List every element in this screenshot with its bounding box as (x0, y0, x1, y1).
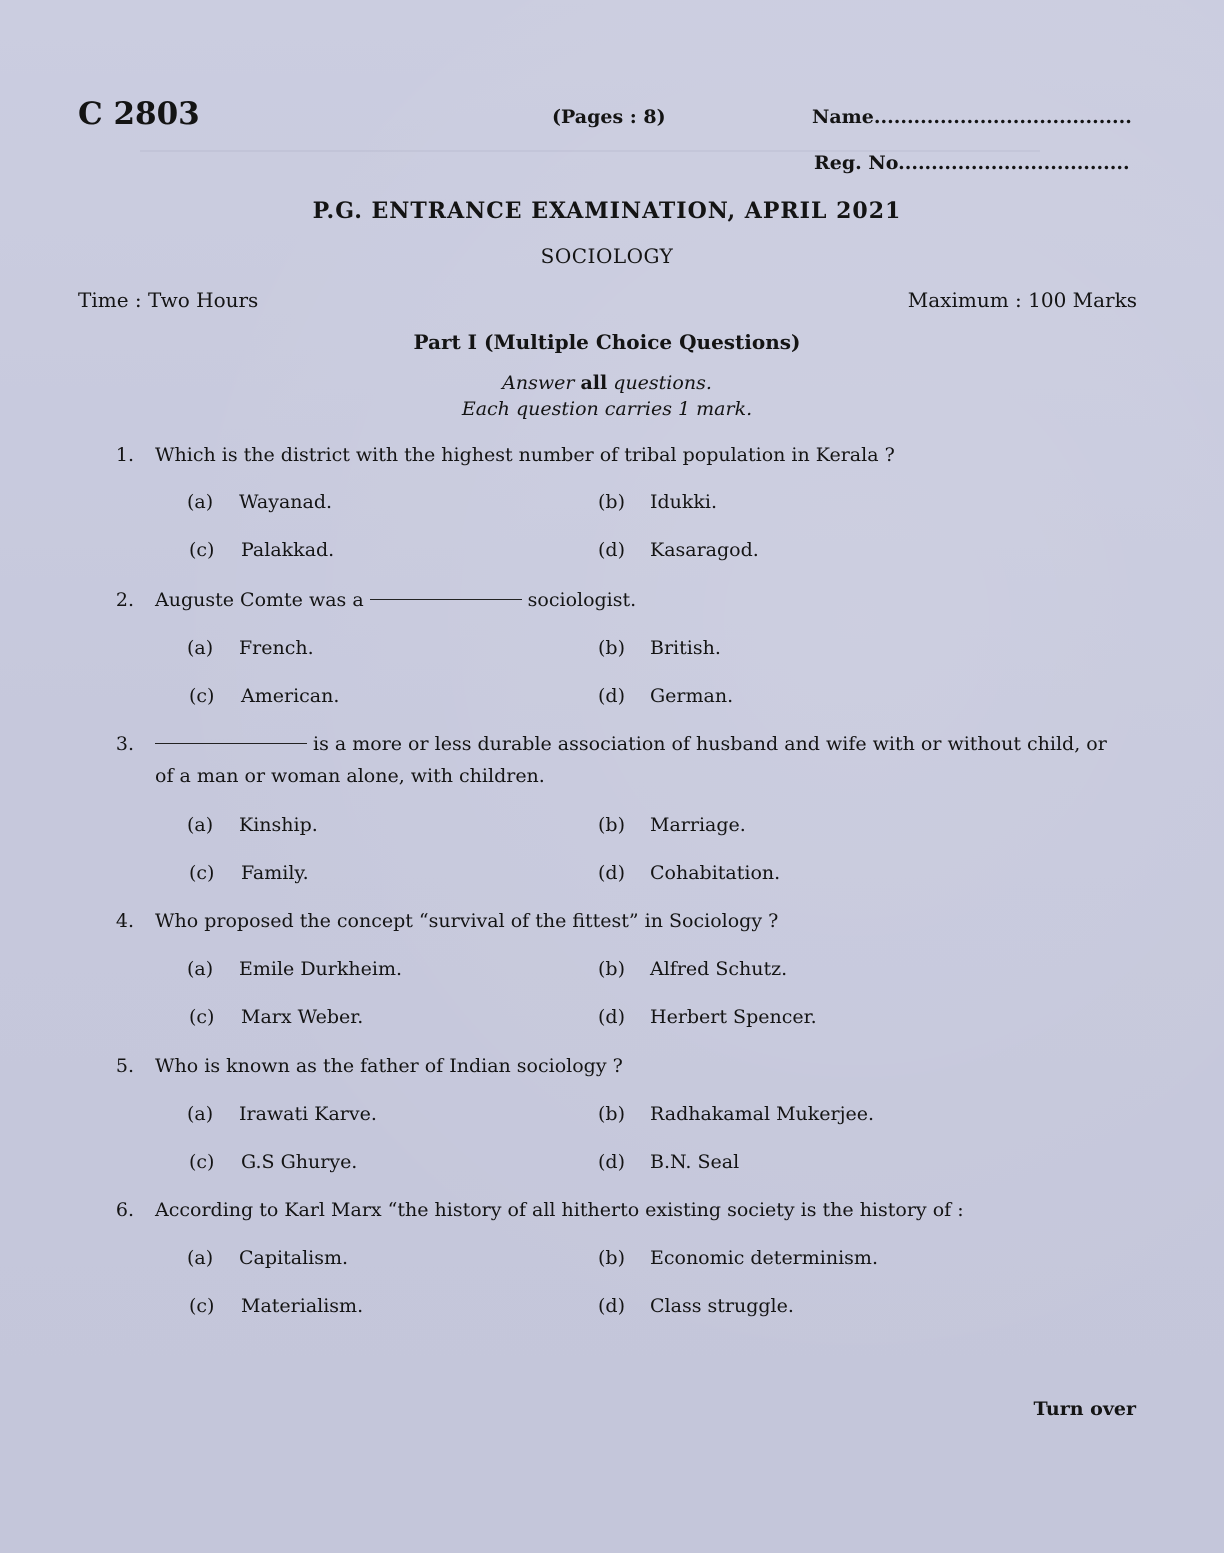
question-text: Who proposed the concept “survival of the fittest” in Sociology ? (155, 910, 779, 932)
option-d: (d) Cohabitation. (598, 862, 781, 884)
option-a: (a) Capitalism. (187, 1247, 349, 1269)
option-b: (b) Economic determinism. (598, 1247, 878, 1269)
question-text: According to Karl Marx “the history of all hitherto existing society is the history of : (155, 1199, 964, 1221)
option-b: (b) Radhakamal Mukerjee. (598, 1103, 875, 1125)
option-a: (a) Emile Durkheim. (187, 958, 403, 980)
question-number: 6. (115, 1199, 134, 1221)
option-b: (b) British. (598, 637, 721, 659)
option-a: (a) Irawati Karve. (187, 1103, 377, 1125)
option-a: (a) French. (187, 637, 314, 659)
option-a: (a) Wayanad. (187, 491, 333, 513)
option-d: (d) German. (598, 685, 734, 707)
option-b: (b) Idukki. (598, 491, 718, 513)
question-number: 5. (115, 1055, 134, 1077)
question-text: Who is known as the father of Indian sociology ? (155, 1055, 623, 1077)
candidate-name-field: Name....................................... (812, 106, 1132, 128)
option-c: (c) Marx Weber. (189, 1006, 364, 1028)
option-c: (c) Materialism. (189, 1295, 364, 1317)
option-c: (c) Family. (189, 862, 309, 884)
page-count: (Pages : 8) (552, 106, 666, 128)
maximum-marks: Maximum : 100 Marks (907, 288, 1137, 312)
question-number: 1. (115, 444, 134, 466)
instruction-answer-all: Answer all questions. (502, 372, 712, 394)
option-d: (d) Herbert Spencer. (598, 1006, 817, 1028)
paper-code: C 2803 (78, 96, 200, 132)
question-number: 2. (115, 589, 134, 611)
exam-title: P.G. ENTRANCE EXAMINATION, APRIL 2021 (312, 198, 902, 224)
subject-title: SOCIOLOGY (540, 244, 674, 268)
question-text: Which is the district with the highest number of tribal population in Kerala ? (155, 444, 895, 466)
question-number: 4. (115, 910, 134, 932)
turn-over-note: Turn over (1033, 1398, 1136, 1420)
answer-blank (155, 743, 307, 744)
option-d: (d) Class struggle. (598, 1295, 794, 1317)
question-text: Auguste Comte was a sociologist. (155, 589, 637, 611)
register-number-field: Reg. No................................... (814, 152, 1130, 174)
option-c: (c) G.S Ghurye. (189, 1151, 358, 1173)
part-title: Part I (Multiple Choice Questions) (413, 330, 801, 354)
option-d: (d) Kasaragod. (598, 539, 759, 561)
instruction-marks: Each question carries 1 mark. (461, 398, 753, 420)
question-number: 3. (115, 733, 134, 755)
option-c: (c) Palakkad. (189, 539, 335, 561)
option-c: (c) American. (189, 685, 340, 707)
option-d: (d) B.N. Seal (598, 1151, 740, 1173)
question-text-continued: of a man or woman alone, with children. (155, 765, 545, 787)
option-a: (a) Kinship. (187, 814, 318, 836)
time-allowed: Time : Two Hours (78, 288, 259, 312)
question-text: is a more or less durable association of husband and wife with or without child, or (149, 733, 1107, 755)
option-b: (b) Alfred Schutz. (598, 958, 788, 980)
option-b: (b) Marriage. (598, 814, 746, 836)
answer-blank (370, 599, 522, 600)
